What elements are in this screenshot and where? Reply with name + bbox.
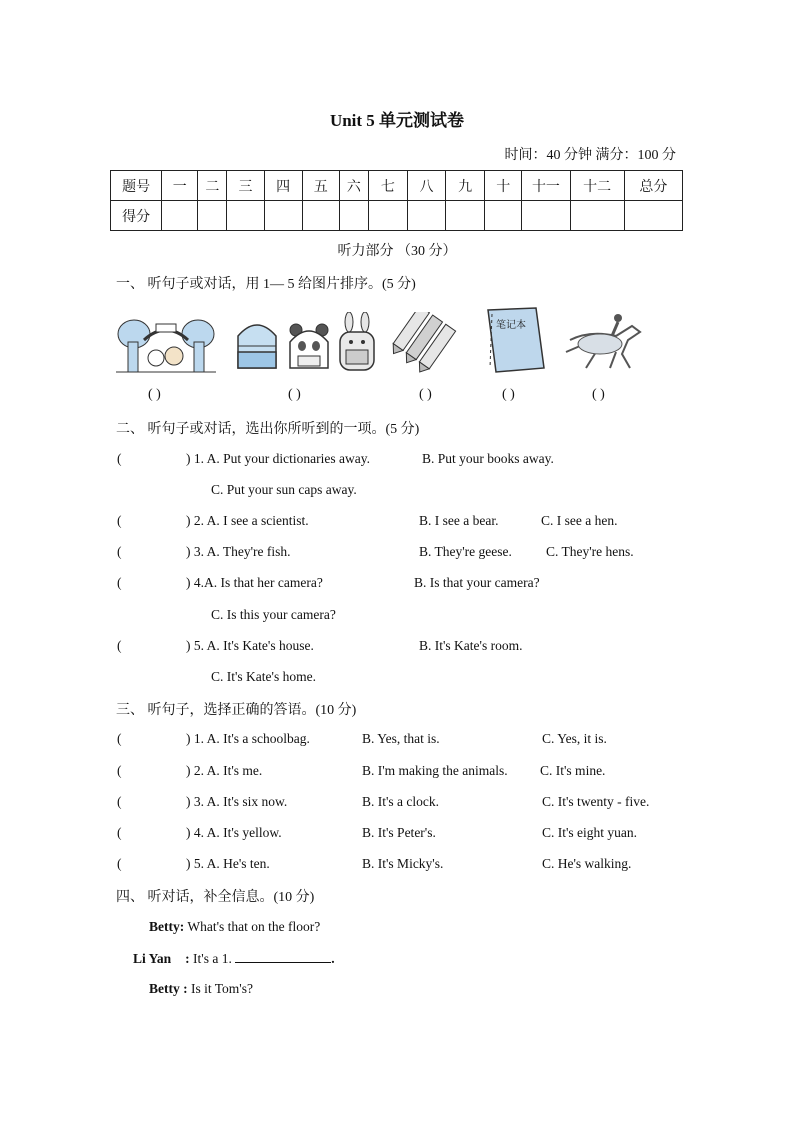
response-option-a: ) 3. A. It's six now. [186,794,288,809]
response-option-a: ) 1. A. It's a schoolbag. [186,731,310,746]
speaker-name: Betty : [149,981,188,996]
response-option-b: B. I'm making the animals. [362,763,508,778]
notebook-picture [482,306,548,376]
question-option-b: B. It's Kate's room. [419,638,523,653]
question-option-b: B. I see a bear. [419,513,499,528]
section-4-heading: 四、 听对话，补全信息。(10 分) [116,890,315,905]
horse-rider-picture [560,312,648,374]
score-cell[interactable] [407,201,445,231]
response-option-c: C. He's walking. [542,856,632,871]
score-cell[interactable] [339,201,368,231]
listening-part-heading: 听力部分 （30 分） [337,244,457,259]
score-cell: 题号 [111,171,162,201]
question-option-b: B. Is that your camera? [414,575,540,590]
response-option-c: C. Yes, it is. [542,731,607,746]
zoo-picture [116,312,216,374]
score-cell: 九 [446,171,485,201]
line-end: . [331,951,335,966]
score-cell: 得分 [111,201,162,231]
schoolbag-picture [232,312,282,374]
response-option-c: C. It's twenty - five. [542,794,650,809]
response-option-b: B. It's Peter's. [362,825,436,840]
answer-paren[interactable]: ( [117,763,122,778]
dialogue-line [133,950,335,967]
score-cell[interactable] [227,201,264,231]
panda-bag-picture [286,312,332,374]
score-cell[interactable] [624,201,682,231]
score-cell: 十二 [570,171,624,201]
crayons-picture [392,312,466,374]
answer-paren[interactable]: ( [117,544,122,559]
section-2-heading: 二、 听句子或对话，选出你所听到的一项。(5 分) [116,422,420,437]
score-cell[interactable] [522,201,570,231]
response-option-b: B. It's a clock. [362,794,440,809]
question-option-c: C. They're hens. [546,544,634,559]
dialogue-text: Is it Tom's? [187,981,253,996]
section-3-heading: 三、 听句子，选择正确的答语。(10 分) [116,703,357,718]
dialogue-text: It's a 1. [189,951,236,966]
question-option-b: B. Put your books away. [422,451,554,466]
response-option-a: ) 5. A. He's ten. [186,856,270,871]
score-cell: 三 [227,171,264,201]
question-option-a: ) 2. A. I see a scientist. [186,513,309,528]
rabbit-bag-picture [336,312,378,374]
answer-blank[interactable] [235,950,331,963]
dialogue-line [149,919,320,935]
notebook-label: 笔记本 [496,320,526,331]
score-cell[interactable] [264,201,302,231]
score-cell[interactable] [302,201,339,231]
response-option-a: ) 4. A. It's yellow. [186,825,282,840]
question-option-c: C. It's Kate's home. [211,669,316,684]
score-cell: 总分 [624,171,682,201]
question-option-c: C. Put your sun caps away. [211,482,357,497]
score-cell: 十一 [522,171,570,201]
score-cell: 二 [198,171,227,201]
question-option-c: C. Is this your camera? [211,607,336,622]
score-table [110,170,683,231]
answer-paren[interactable]: ( [117,794,122,809]
question-option-a: ) 1. A. Put your dictionaries away. [186,451,370,466]
response-option-b: B. It's Micky's. [362,856,444,871]
question-option-b: B. They're geese. [419,544,512,559]
score-cell[interactable] [485,201,522,231]
answer-paren[interactable]: ( [117,731,122,746]
answer-paren[interactable]: ( [117,856,122,871]
answer-paren[interactable]: ( [117,825,122,840]
score-value-row [111,201,683,231]
score-cell: 四 [264,171,302,201]
score-cell: 五 [302,171,339,201]
score-cell[interactable] [198,201,227,231]
exam-meta: 时间：40 分钟 满分：100 分 [504,148,676,163]
response-option-c: C. It's mine. [540,763,606,778]
score-cell: 七 [368,171,407,201]
question-option-a: ) 4.A. Is that her camera? [186,575,323,590]
score-cell: 十 [485,171,522,201]
order-blank-2[interactable]: ( ) [288,387,301,402]
score-cell[interactable] [446,201,485,231]
question-option-a: ) 5. A. It's Kate's house. [186,638,314,653]
order-blank-1[interactable]: ( ) [148,387,161,402]
question-option-a: ) 3. A. They're fish. [186,544,291,559]
response-option-c: C. It's eight yuan. [542,825,638,840]
dialogue-text: What's that on the floor? [184,919,321,934]
response-option-a: ) 2. A. It's me. [186,763,263,778]
answer-paren[interactable]: ( [117,638,122,653]
score-cell[interactable] [368,201,407,231]
score-cell: 六 [339,171,368,201]
speaker-name: Betty: [149,919,185,934]
answer-paren[interactable]: ( [117,513,122,528]
score-cell[interactable] [162,201,198,231]
dialogue-line [149,981,253,997]
order-blank-4[interactable]: ( ) [502,387,515,402]
page-title: Unit 5 单元测试卷 [329,111,465,130]
question-option-c: C. I see a hen. [541,513,618,528]
answer-paren[interactable]: ( [117,451,122,466]
score-cell: 一 [162,171,198,201]
score-cell[interactable] [570,201,624,231]
section-1-heading: 一、 听句子或对话，用 1— 5 给图片排序。(5 分) [116,277,416,292]
speaker-name: Li Yan [133,951,172,966]
score-cell: 八 [407,171,445,201]
response-option-b: B. Yes, that is. [362,731,440,746]
order-blank-3[interactable]: ( ) [419,387,432,402]
score-header-row [111,171,683,201]
order-blank-5[interactable]: ( ) [592,387,605,402]
answer-paren[interactable]: ( [117,575,122,590]
speaker-colon: : [185,951,190,966]
